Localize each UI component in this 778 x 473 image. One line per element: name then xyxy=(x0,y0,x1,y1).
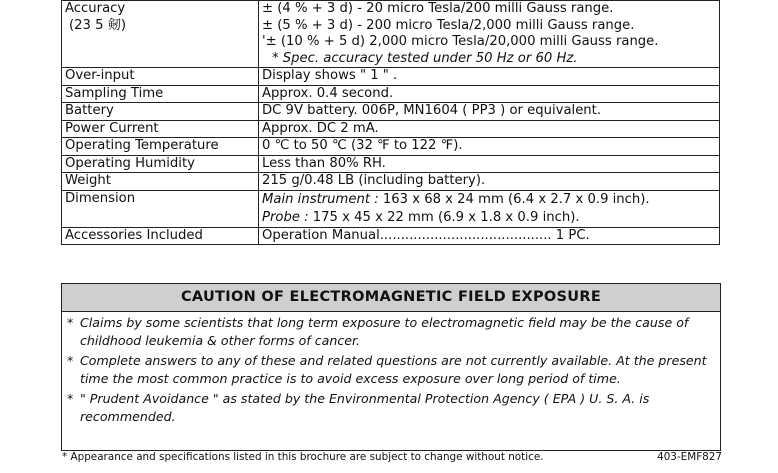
spec-row-dimension xyxy=(62,190,720,227)
bullet-star-icon: * xyxy=(67,353,74,368)
accuracy-line: '± (10 % + 5 d) 2,000 micro Tesla/20,000 milli Gauss range. xyxy=(262,34,659,49)
spec-label: Weight xyxy=(62,173,259,191)
footer-code: 403-EMF827 xyxy=(657,451,722,463)
spec-value-cell xyxy=(259,190,720,227)
caution-item-text: Claims by some scientists that long term exposure to electromagnetic field may be the cause of childhood leukemia & other forms of cancer. xyxy=(80,315,689,348)
spec-value: Less than 80% RH. xyxy=(259,155,720,173)
spec-row xyxy=(62,155,720,173)
accuracy-line: ± (4 % + 3 d) - 20 micro Tesla/200 milli Gauss range. xyxy=(262,1,614,16)
spec-sublabel: (23 5 剱) xyxy=(69,17,127,33)
spec-value: Approx. 0.4 second. xyxy=(259,85,720,103)
caution-item xyxy=(62,314,720,349)
caution-item-text: " Prudent Avoidance " as stated by the Environmental Protection Agency ( EPA ) U. S. A. is recommended. xyxy=(80,391,650,424)
dimension-probe-value: 175 x 45 x 22 mm (6.9 x 1.8 x 0.9 inch). xyxy=(308,209,580,225)
spec-row xyxy=(62,173,720,191)
spec-label: Dimension xyxy=(62,190,259,227)
caution-item xyxy=(62,390,720,425)
spec-value: Operation Manual......................................... 1 PC. xyxy=(259,227,720,245)
caution-title: CAUTION OF ELECTROMAGNETIC FIELD EXPOSURE xyxy=(62,284,720,312)
spec-label: Sampling Time xyxy=(62,85,259,103)
dimension-probe-label: Probe : xyxy=(262,209,309,225)
spec-row xyxy=(62,85,720,103)
dimension-probe xyxy=(262,209,716,227)
accuracy-note: * Spec. accuracy tested under 50 Hz or 60 Hz. xyxy=(272,50,578,66)
spec-label: Over-input xyxy=(62,68,259,86)
specifications-table xyxy=(61,0,720,245)
spec-row xyxy=(62,138,720,156)
footer-note: * Appearance and specifications listed in this brochure are subject to change without notice. xyxy=(62,451,544,463)
spec-value: DC 9V battery. 006P, MN1604 ( PP3 ) or equivalent. xyxy=(259,103,720,121)
spec-row xyxy=(62,68,720,86)
accuracy-line: ± (5 % + 3 d) - 200 micro Tesla/2,000 milli Gauss range. xyxy=(262,17,635,33)
spec-value: 0 ℃ to 50 ℃ (32 ℉ to 122 ℉). xyxy=(259,138,720,156)
caution-box xyxy=(61,283,721,451)
caution-item-text: Complete answers to any of these and related questions are not currently available. At the present time the most common practice is to avoid excess exposure over long period of time. xyxy=(80,353,707,386)
footer xyxy=(62,450,722,464)
bullet-star-icon: * xyxy=(67,315,74,330)
spec-value-cell xyxy=(259,1,720,68)
spec-label: Operating Humidity xyxy=(62,155,259,173)
dimension-main-label: Main instrument : xyxy=(262,191,379,207)
spec-label: Accuracy xyxy=(65,1,126,16)
spec-row xyxy=(62,103,720,121)
bullet-star-icon: * xyxy=(67,391,74,406)
spec-value: Approx. DC 2 mA. xyxy=(259,120,720,138)
spec-value: 215 g/0.48 LB (including battery). xyxy=(259,173,720,191)
spec-label: Accessories Included xyxy=(62,227,259,245)
dimension-main-value: 163 x 68 x 24 mm (6.4 x 2.7 x 0.9 inch). xyxy=(378,191,650,207)
spec-row-accuracy xyxy=(62,1,720,68)
spec-row xyxy=(62,120,720,138)
spec-value: Display shows " 1 " . xyxy=(259,68,720,86)
spec-label: Operating Temperature xyxy=(62,138,259,156)
spec-label: Battery xyxy=(62,103,259,121)
dimension-main xyxy=(262,191,716,209)
spec-label-cell xyxy=(62,1,259,68)
spec-label: Power Current xyxy=(62,120,259,138)
caution-item xyxy=(62,352,720,387)
spec-row xyxy=(62,227,720,245)
